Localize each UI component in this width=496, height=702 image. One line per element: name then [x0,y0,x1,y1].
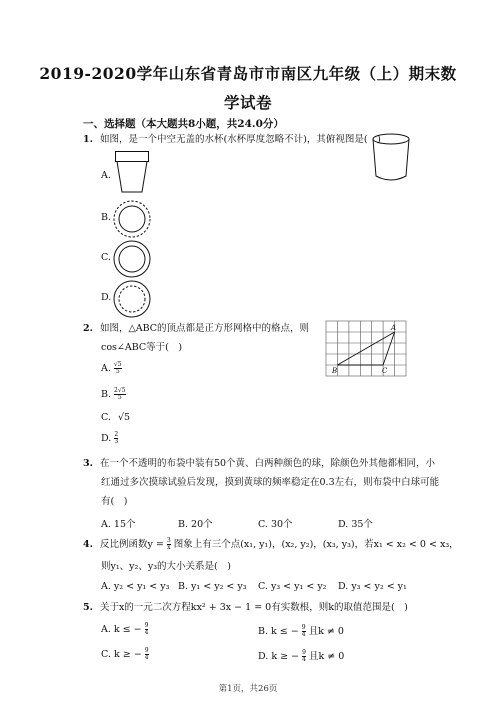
option-4d: D. y₃ < y₂ < y₁ [338,581,407,592]
question-number: 5. [83,602,93,613]
cup-figure [367,132,415,187]
option-3c: C. 30个 [258,519,293,530]
option-5b: B. k ≤ − $\frac{9}{4}$ 且k ≠ 0 [258,624,344,638]
question-3 [83,457,435,470]
option-2a: A. $\frac{√5}{5}$ [101,361,122,375]
question-2 [83,322,309,335]
q4-fraction: $\frac{3}{x}$ [166,537,171,551]
option-2b: B. $\frac{2√5}{5}$ [101,387,126,401]
option-2a-fraction: $\frac{√5}{5}$ [113,361,122,375]
option-1b-figure [112,199,152,239]
option-4b: B. y₁ < y₂ < y₃ [178,581,247,592]
option-3d: D. 35个 [338,519,373,530]
option-1d: D. [101,292,112,303]
option-1d-figure [112,279,152,319]
question-text-line1: 在一个不透明的布袋中装有50个黄、白两种颜色的球，除颜色外其他都相同，小 [99,458,436,469]
option-3a: A. 15个 [101,519,136,530]
page-title-line2: 学试卷 [223,93,272,112]
question-number: 4. [83,539,93,550]
vertex-label-b: B [332,367,338,375]
question-text: 关于x的一元二次方程kx² + 3x − 1 = 0有实数根，则k的取值范围是( ) [99,602,408,613]
page-title: 2019-2020学年山东省青岛市市南区九年级（上）期末数 [39,64,457,83]
section-heading: 一、选择题（本大题共8小题，共24.0分） [83,118,284,130]
question-text: 如图，是一个中空无盖的水杯(水杯厚度忽略不计)，其俯视图是( ) [99,134,381,145]
option-2d-fraction: $\frac{2}{3}$ [114,431,119,445]
option-5c: C. k ≥ − $\frac{9}{4}$ [101,647,149,661]
option-1c: C. [101,252,111,263]
question-text-line3: 有( ) [101,496,128,507]
page-footer: 第1页，共26页 [218,684,278,694]
question-text-line2: 则y₁、y₂、y₃的大小关系是( ) [101,561,231,572]
option-3b: B. 20个 [178,519,213,530]
option-1b: B. [101,212,112,223]
question-5 [83,601,408,614]
option-5a: A. k ≤ − $\frac{9}{4}$ [101,622,149,636]
option-2d: D. $\frac{2}{3}$ [101,431,119,445]
option-1c-figure [112,239,152,279]
option-4c: C. y₃ < y₁ < y₂ [258,581,327,592]
question-number: 3. [83,458,93,469]
option-1a-figure [114,150,150,194]
question-number: 1. [83,134,93,145]
vertex-label-a: A [391,324,397,332]
option-4a: A. y₂ < y₁ < y₃ [101,581,170,592]
question-text-line2: cos∠ABC等于( ) [101,342,183,353]
question-number: 2. [83,323,93,334]
option-1a: A. [101,170,111,181]
question-text-line1: 如图，△ABC的顶点都是正方形网格中的格点，则 [99,323,310,334]
question-text-line2: 红通过多次摸球试验后发现，摸到黄球的频率稳定在0.3左右，则布袋中白球可能 [101,477,440,488]
option-2c: C. √5 [101,412,131,423]
question-1 [83,133,381,146]
vertex-label-c: C [382,367,388,375]
grid-triangle-figure [322,318,410,380]
option-2b-fraction: $\frac{2√5}{5}$ [114,387,126,401]
question-4: 4. 反比例函数y = $\frac{3}{x}$ 图象上有三个点(x₁, y₁)，(x₂, y₂)，(x₃, y₃)，若x₁ < x₂ < 0 < x₃， [83,537,459,551]
option-5d: D. k ≥ − $\frac{9}{4}$ 且k ≠ 0 [258,649,345,663]
